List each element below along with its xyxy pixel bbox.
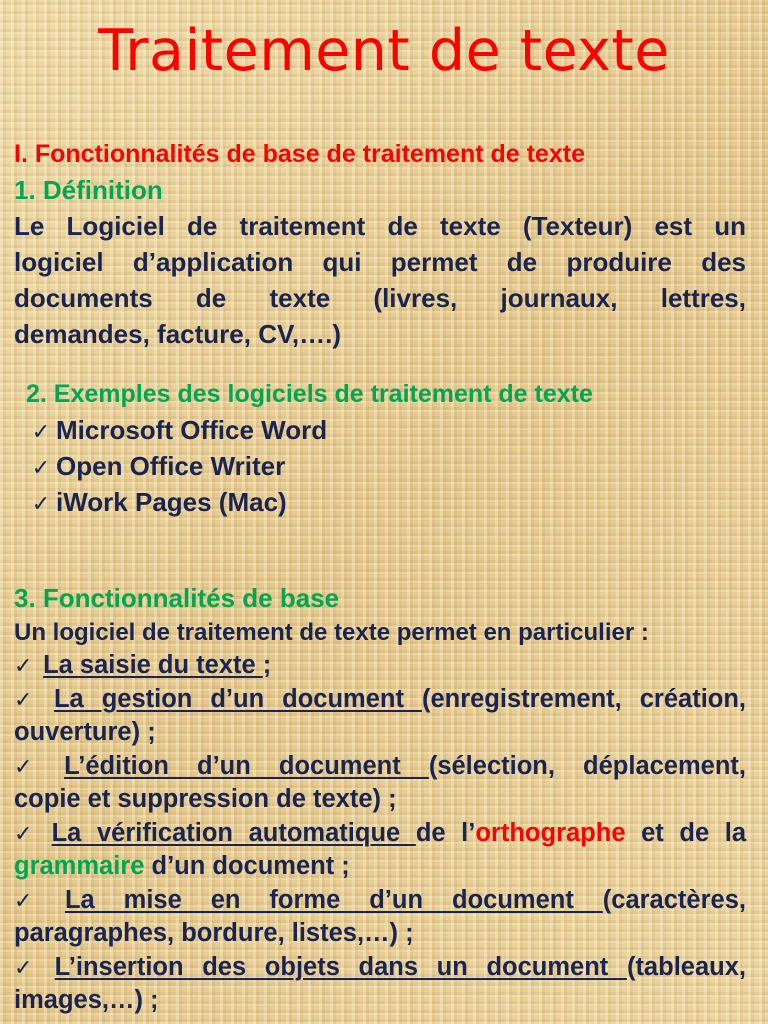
list-item <box>14 750 746 784</box>
list-item <box>14 649 746 683</box>
feature-4-cont <box>14 850 746 884</box>
feature-5-title: La mise en forme d’un document <box>64 885 603 914</box>
definition-line-1: Le Logiciel de traitement de texte (Texteur) est un <box>14 211 746 241</box>
page-title: Traitement de texte <box>98 18 670 84</box>
checkmark-icon: ✓ <box>14 686 33 712</box>
feature-6-rest: (tableaux, <box>626 952 746 981</box>
example-item-3: iWork Pages (Mac) <box>56 487 287 517</box>
feature-4-grammaire: grammaire <box>14 852 145 880</box>
feature-2-rest: (enregistrement, création, <box>421 684 747 713</box>
features-heading: 3. Fonctionnalités de base <box>14 583 340 613</box>
feature-4-b: et de la <box>625 818 747 847</box>
checkmark-icon: ✓ <box>31 419 51 444</box>
checkmark-icon: ✓ <box>14 820 33 846</box>
feature-2-cont: ouverture) ; <box>14 718 156 746</box>
feature-3-rest: (sélection, déplacement, <box>428 751 747 780</box>
checkmark-icon: ✓ <box>31 455 51 480</box>
list-item <box>14 951 746 985</box>
feature-4-c: d’un document ; <box>144 852 350 880</box>
example-item-1: Microsoft Office Word <box>56 415 328 445</box>
list-item <box>14 683 746 717</box>
feature-3-title: L’édition d’un document <box>64 751 429 780</box>
definition-line-3: documents de texte (livres, journaux, lettres, <box>14 283 746 313</box>
list-item <box>26 484 746 520</box>
example-item-2: Open Office Writer <box>56 451 286 481</box>
feature-3-cont: copie et suppression de texte) ; <box>14 785 397 813</box>
checkmark-icon: ✓ <box>14 653 33 678</box>
feature-4-orthographe: orthographe <box>475 818 626 847</box>
feature-5-rest: (caractères, <box>602 885 746 914</box>
features-intro: Un logiciel de traitement de texte permet en particulier : <box>14 618 649 646</box>
checkmark-icon: ✓ <box>14 887 33 913</box>
feature-5-cont: paragraphes, bordure, listes,…) ; <box>14 919 414 947</box>
examples-heading: 2. Exemples des logiciels de traitement de texte <box>26 380 593 408</box>
list-item <box>26 448 746 484</box>
section-features <box>14 582 746 1018</box>
section-examples <box>26 376 746 520</box>
feature-2-title: La gestion d’un document <box>53 684 422 713</box>
definition-line-4: demandes, facture, CV,….) <box>14 319 342 349</box>
feature-4-a: de l’ <box>415 818 476 847</box>
list-item <box>14 817 746 851</box>
feature-1-rest: ; <box>262 651 272 679</box>
list-item <box>14 884 746 918</box>
feature-4-title: La vérification automatique <box>51 818 416 847</box>
checkmark-icon: ✓ <box>31 491 51 516</box>
definition-heading: 1. Définition <box>14 175 163 205</box>
feature-6-title: L’insertion des objets dans un document <box>54 952 627 981</box>
checkmark-icon: ✓ <box>14 954 33 980</box>
definition-line-2: logiciel d’application qui permet de produire des <box>14 247 746 277</box>
list-item <box>26 412 746 448</box>
feature-6-cont: images,…) ; <box>14 986 159 1014</box>
section-heading: I. Fonctionnalités de base de traitement de texte <box>14 140 585 168</box>
section-definition <box>14 136 746 352</box>
feature-1-title: La saisie du texte <box>43 651 263 679</box>
checkmark-icon: ✓ <box>14 753 33 779</box>
